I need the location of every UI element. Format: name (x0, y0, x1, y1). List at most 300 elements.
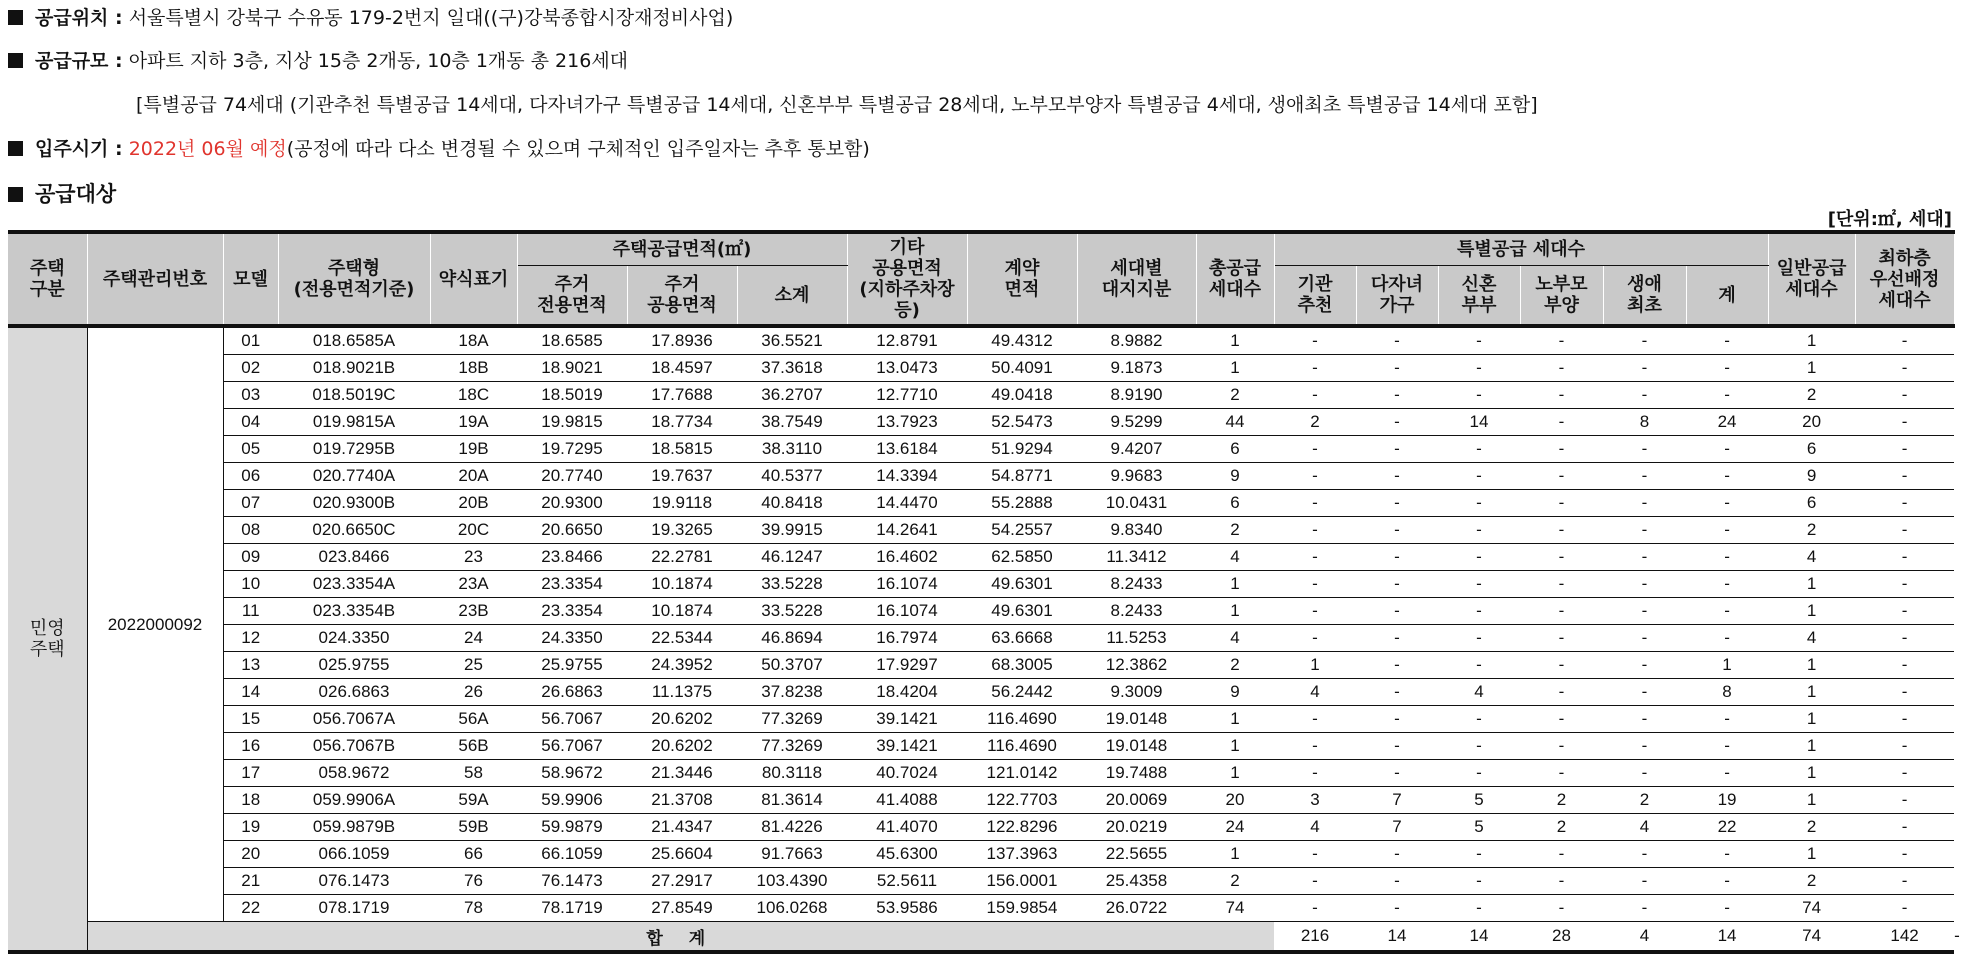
table-cell: 4 (1274, 814, 1356, 841)
table-cell: - (1855, 571, 1954, 598)
table-cell: 9.8340 (1077, 517, 1196, 544)
table-cell: - (1438, 625, 1520, 652)
table-cell: 12.8791 (847, 326, 967, 355)
header-mgmt-no: 주택관리번호 (87, 232, 223, 326)
table-cell: - (1438, 895, 1520, 922)
table-cell: 156.0001 (967, 868, 1077, 895)
table-cell: - (1686, 733, 1768, 760)
table-cell: - (1686, 706, 1768, 733)
table-cell: - (1356, 868, 1438, 895)
supply-table (8, 230, 1960, 954)
table-cell: - (1438, 598, 1520, 625)
total-cell: 14 (1686, 922, 1768, 953)
table-cell: 23B (430, 598, 517, 625)
table-cell: 18A (430, 326, 517, 355)
table-cell: 21.3708 (627, 787, 737, 814)
table-cell: 08 (223, 517, 278, 544)
table-row (8, 652, 1954, 679)
table-cell: - (1603, 706, 1686, 733)
table-cell: - (1855, 544, 1954, 571)
table-cell: 6 (1768, 490, 1855, 517)
table-cell: - (1274, 625, 1356, 652)
table-cell: - (1520, 895, 1603, 922)
table-cell: - (1520, 841, 1603, 868)
table-cell: - (1438, 841, 1520, 868)
table-cell: 020.7740A (278, 463, 430, 490)
table-cell: - (1274, 760, 1356, 787)
table-cell: - (1855, 355, 1954, 382)
table-cell: - (1438, 463, 1520, 490)
table-cell: 22 (1686, 814, 1768, 841)
table-cell: 19.0148 (1077, 733, 1196, 760)
table-cell: 10.1874 (627, 571, 737, 598)
table-cell: 8.2433 (1077, 598, 1196, 625)
table-cell: 49.6301 (967, 571, 1077, 598)
header-abbr: 약식표기 (430, 232, 517, 326)
table-cell: 58 (430, 760, 517, 787)
table-cell: 56A (430, 706, 517, 733)
table-cell: - (1356, 598, 1438, 625)
table-cell: - (1274, 706, 1356, 733)
table-cell: 05 (223, 436, 278, 463)
table-cell: 66 (430, 841, 517, 868)
table-cell: 19B (430, 436, 517, 463)
table-cell: - (1686, 382, 1768, 409)
table-cell: 19.3265 (627, 517, 737, 544)
table-cell: 5 (1438, 787, 1520, 814)
table-cell: 9.1873 (1077, 355, 1196, 382)
table-cell: 116.4690 (967, 706, 1077, 733)
table-cell: 2 (1196, 517, 1274, 544)
table-cell: - (1603, 490, 1686, 517)
table-cell: 1 (1768, 326, 1855, 355)
table-cell: - (1603, 382, 1686, 409)
table-cell: - (1274, 571, 1356, 598)
table-cell: 81.3614 (737, 787, 847, 814)
header-lowest-floor: 최하층 우선배정 세대수 (1855, 232, 1954, 326)
table-cell: 19 (223, 814, 278, 841)
table-cell: - (1855, 517, 1954, 544)
table-cell: - (1356, 841, 1438, 868)
table-cell: - (1356, 355, 1438, 382)
table-cell: - (1356, 463, 1438, 490)
table-cell: 2 (1274, 409, 1356, 436)
table-cell: 37.3618 (737, 355, 847, 382)
header-contract-area: 계약 면적 (967, 232, 1077, 326)
table-cell: - (1520, 544, 1603, 571)
table-cell: 4 (1274, 679, 1356, 706)
table-cell: 14 (223, 679, 278, 706)
table-cell: 14 (1438, 409, 1520, 436)
table-row (8, 787, 1954, 814)
table-cell: 09 (223, 544, 278, 571)
table-cell: 46.1247 (737, 544, 847, 571)
table-cell: 77.3269 (737, 706, 847, 733)
table-cell: 20 (223, 841, 278, 868)
table-cell: - (1356, 733, 1438, 760)
table-cell: - (1438, 706, 1520, 733)
table-cell: 14.4470 (847, 490, 967, 517)
table-cell: 78 (430, 895, 517, 922)
table-cell: 020.9300B (278, 490, 430, 517)
table-cell: 19.7488 (1077, 760, 1196, 787)
table-row (8, 326, 1954, 355)
table-cell: 8.9882 (1077, 326, 1196, 355)
table-cell: - (1520, 355, 1603, 382)
table-cell: - (1855, 326, 1954, 355)
table-cell: - (1438, 544, 1520, 571)
table-cell: 10 (223, 571, 278, 598)
table-cell: 4 (1768, 625, 1855, 652)
table-cell: 54.8771 (967, 463, 1077, 490)
table-cell: - (1686, 517, 1768, 544)
table-cell: 1 (1196, 326, 1274, 355)
table-cell: - (1356, 652, 1438, 679)
table-cell: 1 (1274, 652, 1356, 679)
table-cell: 59.9879 (517, 814, 627, 841)
header-elderly-parent: 노부모 부양 (1520, 266, 1603, 327)
table-cell: 078.1719 (278, 895, 430, 922)
table-cell: - (1855, 733, 1954, 760)
table-cell: 24.3952 (627, 652, 737, 679)
header-first-time: 생애 최초 (1603, 266, 1686, 327)
table-cell: 1 (1196, 355, 1274, 382)
table-cell: - (1274, 517, 1356, 544)
table-cell: - (1356, 895, 1438, 922)
table-cell: 50.4091 (967, 355, 1077, 382)
table-cell: 8 (1686, 679, 1768, 706)
table-cell: - (1356, 706, 1438, 733)
table-cell: 18.6585 (517, 326, 627, 355)
table-cell: - (1520, 598, 1603, 625)
table-cell: 66.1059 (517, 841, 627, 868)
table-cell: - (1686, 490, 1768, 517)
header-general-supply: 일반공급 세대수 (1768, 232, 1855, 326)
table-cell: 07 (223, 490, 278, 517)
table-cell: - (1855, 868, 1954, 895)
table-cell: - (1686, 355, 1768, 382)
table-cell: - (1520, 733, 1603, 760)
table-row (8, 409, 1954, 436)
bullet-square-icon (8, 187, 23, 202)
table-cell: 24.3350 (517, 625, 627, 652)
table-cell: 1 (1768, 760, 1855, 787)
table-cell: 19.9815 (517, 409, 627, 436)
table-cell: - (1855, 409, 1954, 436)
table-cell: 018.5019C (278, 382, 430, 409)
table-cell: 2 (1520, 787, 1603, 814)
table-cell: - (1686, 544, 1768, 571)
table-cell: - (1520, 463, 1603, 490)
table-cell: - (1603, 895, 1686, 922)
table-row (8, 544, 1954, 571)
table-cell: 121.0142 (967, 760, 1077, 787)
total-cell: 4 (1603, 922, 1686, 953)
table-cell: - (1855, 490, 1954, 517)
table-cell: 23A (430, 571, 517, 598)
table-cell: - (1686, 571, 1768, 598)
table-cell: 41.4088 (847, 787, 967, 814)
supply-target-label: 공급대상 (35, 182, 117, 206)
table-cell: 17.7688 (627, 382, 737, 409)
table-cell: 78.1719 (517, 895, 627, 922)
table-cell: 19.7295 (517, 436, 627, 463)
table-cell: 21 (223, 868, 278, 895)
table-row (8, 760, 1954, 787)
table-cell: - (1274, 490, 1356, 517)
table-cell: 13.0473 (847, 355, 967, 382)
move-in-label: 입주시기 : (35, 138, 123, 160)
table-cell: 17.8936 (627, 326, 737, 355)
table-cell: 076.1473 (278, 868, 430, 895)
table-cell: 56.7067 (517, 733, 627, 760)
table-cell: - (1603, 733, 1686, 760)
total-cell: 74 (1768, 922, 1855, 953)
mgmt-no-cell: 2022000092 (87, 326, 223, 922)
table-row (8, 625, 1954, 652)
table-cell: - (1274, 895, 1356, 922)
table-cell: 49.6301 (967, 598, 1077, 625)
total-cell: 14 (1438, 922, 1520, 953)
table-cell: 11 (223, 598, 278, 625)
table-cell: - (1603, 598, 1686, 625)
table-cell: - (1855, 760, 1954, 787)
table-cell: 7 (1356, 787, 1438, 814)
table-cell: 26.0722 (1077, 895, 1196, 922)
table-row (8, 868, 1954, 895)
table-cell: 37.8238 (737, 679, 847, 706)
table-cell: 9 (1196, 463, 1274, 490)
table-cell: 06 (223, 463, 278, 490)
table-cell: - (1686, 463, 1768, 490)
table-cell: 38.7549 (737, 409, 847, 436)
table-cell: 20.0219 (1077, 814, 1196, 841)
table-cell: 025.9755 (278, 652, 430, 679)
table-cell: 019.7295B (278, 436, 430, 463)
table-cell: 16.7974 (847, 625, 967, 652)
table-cell: 20.9300 (517, 490, 627, 517)
table-cell: - (1520, 679, 1603, 706)
table-cell: 10.1874 (627, 598, 737, 625)
table-cell: 4 (1438, 679, 1520, 706)
table-cell: 13 (223, 652, 278, 679)
table-cell: 68.3005 (967, 652, 1077, 679)
table-cell: 22.2781 (627, 544, 737, 571)
table-cell: - (1686, 436, 1768, 463)
table-cell: - (1855, 382, 1954, 409)
table-cell: - (1274, 436, 1356, 463)
table-cell: 1 (1196, 733, 1274, 760)
table-cell: 25.9755 (517, 652, 627, 679)
table-cell: 20 (1768, 409, 1855, 436)
table-cell: 17 (223, 760, 278, 787)
table-cell: - (1274, 463, 1356, 490)
header-special-supply: 특별공급 세대수 (1274, 232, 1768, 266)
supply-scale-detail: [특별공급 74세대 (기관추천 특별공급 14세대, 다자녀가구 특별공급 14세대, 신혼부부 특별공급 28세대, 노부모부양자 특별공급 4세대, 생애최초 특별공급 14세대 포함] (136, 94, 1538, 116)
table-cell: 1 (1768, 679, 1855, 706)
table-cell: 33.5228 (737, 598, 847, 625)
table-cell: 8 (1603, 409, 1686, 436)
table-cell: 76 (430, 868, 517, 895)
table-cell: 14.2641 (847, 517, 967, 544)
table-cell: - (1438, 868, 1520, 895)
table-cell: 21.4347 (627, 814, 737, 841)
table-cell: 23.3354 (517, 598, 627, 625)
table-cell: - (1603, 463, 1686, 490)
table-cell: 24 (430, 625, 517, 652)
table-cell: 6 (1196, 436, 1274, 463)
table-cell: - (1855, 814, 1954, 841)
table-cell: 18C (430, 382, 517, 409)
table-cell: 11.1375 (627, 679, 737, 706)
total-row: 합 계 216 14 14 28 4 14 74 142 - (8, 922, 1954, 953)
table-cell: 27.8549 (627, 895, 737, 922)
table-cell: 059.9879B (278, 814, 430, 841)
table-cell: 019.9815A (278, 409, 430, 436)
table-cell: 52.5473 (967, 409, 1077, 436)
table-row (8, 463, 1954, 490)
table-cell: - (1855, 436, 1954, 463)
table-cell: 74 (1196, 895, 1274, 922)
table-row (8, 598, 1954, 625)
table-cell: 24 (1686, 409, 1768, 436)
table-cell: 25.4358 (1077, 868, 1196, 895)
move-in-date (8, 137, 870, 161)
table-cell: - (1520, 382, 1603, 409)
table-row (8, 517, 1954, 544)
table-cell: - (1438, 571, 1520, 598)
table-cell: 91.7663 (737, 841, 847, 868)
table-cell: 8.9190 (1077, 382, 1196, 409)
table-cell: - (1438, 652, 1520, 679)
header-total-supply: 총공급 세대수 (1196, 232, 1274, 326)
table-cell: 54.2557 (967, 517, 1077, 544)
table-cell: 3 (1274, 787, 1356, 814)
table-cell: 1 (1196, 760, 1274, 787)
table-cell: 059.9906A (278, 787, 430, 814)
table-cell: 38.3110 (737, 436, 847, 463)
header-housing-type: 주택 구분 (8, 232, 87, 326)
table-cell: 77.3269 (737, 733, 847, 760)
table-cell: 2 (1768, 382, 1855, 409)
header-model: 모델 (223, 232, 278, 326)
table-cell: 18.9021 (517, 355, 627, 382)
table-cell: 19 (1686, 787, 1768, 814)
table-cell: 12.3862 (1077, 652, 1196, 679)
table-cell: 1 (1768, 787, 1855, 814)
table-cell: 5 (1438, 814, 1520, 841)
table-cell: 23 (430, 544, 517, 571)
supply-scale-value: 아파트 지하 3층, 지상 15층 2개동, 10층 1개동 총 216세대 (128, 50, 629, 72)
table-cell: 9 (1196, 679, 1274, 706)
table-cell: 25 (430, 652, 517, 679)
table-cell: 1 (1768, 652, 1855, 679)
table-cell: 9.9683 (1077, 463, 1196, 490)
table-cell: 023.3354A (278, 571, 430, 598)
table-cell: 116.4690 (967, 733, 1077, 760)
table-cell: 24 (1196, 814, 1274, 841)
table-cell: - (1603, 679, 1686, 706)
table-cell: 2 (1520, 814, 1603, 841)
table-cell: 80.3118 (737, 760, 847, 787)
table-cell: 1 (1768, 355, 1855, 382)
table-cell: - (1356, 571, 1438, 598)
table-cell: 18.5019 (517, 382, 627, 409)
table-cell: - (1356, 544, 1438, 571)
table-cell: 23.8466 (517, 544, 627, 571)
table-cell: - (1520, 326, 1603, 355)
table-row (8, 436, 1954, 463)
table-row (8, 706, 1954, 733)
table-cell: - (1356, 326, 1438, 355)
table-cell: - (1438, 760, 1520, 787)
table-cell: 56.2442 (967, 679, 1077, 706)
table-cell: 18 (223, 787, 278, 814)
bullet-square-icon (8, 10, 23, 25)
table-cell: 04 (223, 409, 278, 436)
table-cell: - (1686, 598, 1768, 625)
table-cell: 1 (1768, 841, 1855, 868)
table-cell: 27.2917 (627, 868, 737, 895)
bullet-square-icon (8, 141, 23, 156)
table-cell: 2 (1768, 517, 1855, 544)
table-cell: - (1603, 355, 1686, 382)
table-cell: 056.7067A (278, 706, 430, 733)
table-cell: - (1855, 787, 1954, 814)
table-cell: - (1855, 625, 1954, 652)
table-cell: - (1274, 326, 1356, 355)
table-cell: 39.1421 (847, 706, 967, 733)
table-cell: 20.6202 (627, 733, 737, 760)
table-cell: - (1686, 895, 1768, 922)
table-cell: 20.7740 (517, 463, 627, 490)
table-cell: - (1855, 652, 1954, 679)
table-cell: - (1356, 409, 1438, 436)
supply-scale-label: 공급규모 : (35, 50, 123, 72)
table-cell: 1 (1768, 598, 1855, 625)
table-cell: 018.9021B (278, 355, 430, 382)
header-institution: 기관 추천 (1274, 266, 1356, 327)
table-cell: 2 (1196, 868, 1274, 895)
table-cell: - (1438, 382, 1520, 409)
header-subtotal: 소계 (737, 266, 847, 327)
table-cell: 19.7637 (627, 463, 737, 490)
table-cell: - (1520, 868, 1603, 895)
table-cell: 10.0431 (1077, 490, 1196, 517)
table-cell: - (1520, 490, 1603, 517)
table-cell: 62.5850 (967, 544, 1077, 571)
table-cell: 15 (223, 706, 278, 733)
table-cell: 026.6863 (278, 679, 430, 706)
table-cell: - (1520, 625, 1603, 652)
table-cell: - (1438, 733, 1520, 760)
table-cell: - (1855, 679, 1954, 706)
table-cell: 16.1074 (847, 571, 967, 598)
table-cell: 13.7923 (847, 409, 967, 436)
table-cell: - (1438, 326, 1520, 355)
table-row (8, 841, 1954, 868)
table-cell: 1 (1768, 571, 1855, 598)
table-cell: 21.3446 (627, 760, 737, 787)
table-cell: 7 (1356, 814, 1438, 841)
table-cell: 6 (1196, 490, 1274, 517)
header-multi-child: 다자녀 가구 (1356, 266, 1438, 327)
table-cell: 1 (1768, 706, 1855, 733)
table-cell: - (1438, 490, 1520, 517)
table-cell: - (1274, 841, 1356, 868)
header-supply-area: 주택공급면적(㎡) (517, 232, 847, 266)
supply-location (8, 6, 733, 30)
